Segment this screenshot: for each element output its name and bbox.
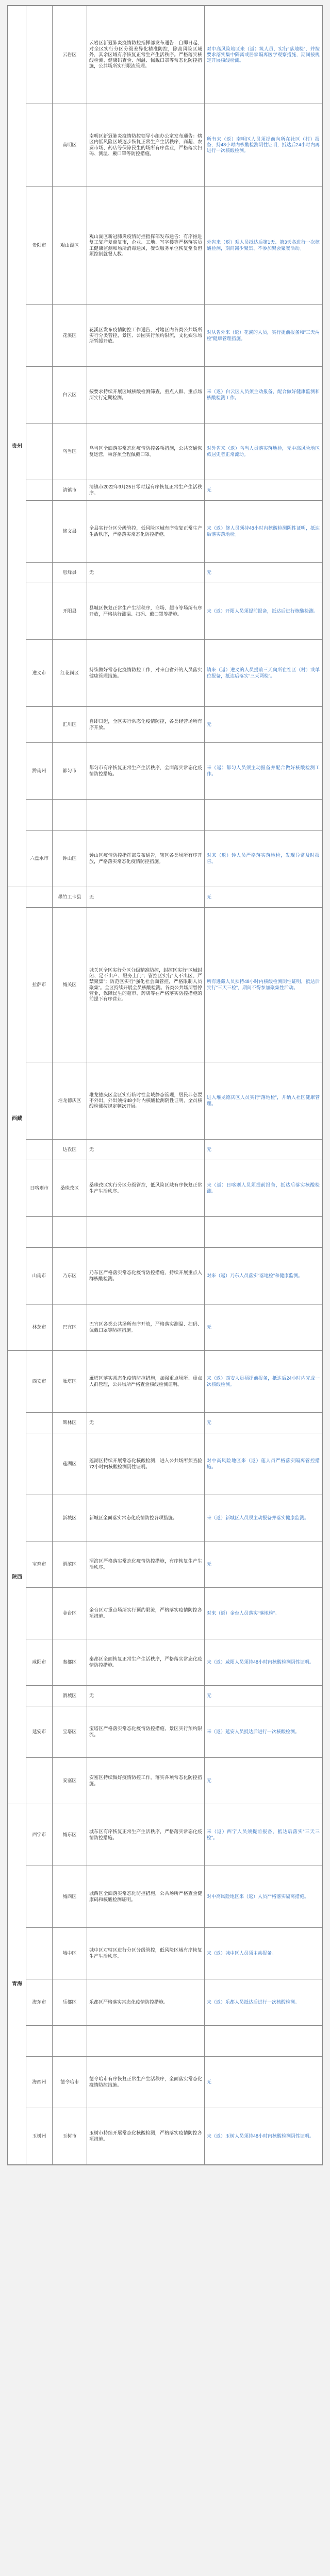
measures-cell: 乐都区严格落实常态化疫情防控措施。 <box>87 1979 205 2026</box>
measures-cell: 无 <box>87 563 205 583</box>
incoming-policy-cell: 无 <box>205 563 322 583</box>
incoming-policy-cell: 对外省来（返）乌当人员落实落地检，无中高风险地区旅居史者正常流动。 <box>205 423 322 480</box>
policy-row <box>8 1304 322 1351</box>
measures-cell: 无 <box>87 1140 205 1160</box>
city-cell <box>26 1217 53 1248</box>
district-cell: 南明区 <box>53 104 87 187</box>
policy-row <box>8 1979 322 2026</box>
city-cell <box>26 1140 53 1160</box>
incoming-policy-cell: 无 <box>205 480 322 501</box>
measures-cell: 堆龙德庆区全区实行临时性全域静态管理，居民非必要不外出，外出须持48小时内核酸检测阴性证明，全员核酸检测按规定频次开展。 <box>87 1062 205 1140</box>
incoming-policy-cell: 来（返）乐都人员抵达后进行一次核酸检测。 <box>205 1979 322 2026</box>
incoming-policy-cell: 来（返）日喀则人员须提前报备，抵达后落实核酸检测。 <box>205 1160 322 1217</box>
policy-row <box>8 908 322 1062</box>
district-cell: 花溪区 <box>53 305 87 367</box>
incoming-policy-cell: 外省来（返）观人员抵达后第1天、第3天各进行一次核酸检测，期间减少聚集、不参加聚会聚餐活动。 <box>205 187 322 305</box>
city-cell <box>26 1866 53 1928</box>
policy-table-page <box>7 5 323 2165</box>
district-cell: 金台区 <box>53 1588 87 1639</box>
district-cell: 宝塔区 <box>53 1706 87 1758</box>
city-cell <box>26 1495 53 1541</box>
district-cell: 秦都区 <box>53 1639 87 1686</box>
district-cell: 息烽县 <box>53 563 87 583</box>
policy-row <box>8 2026 322 2057</box>
policy-row <box>8 1541 322 1588</box>
measures-cell: 雁塔区落实常态化疫情防控措施，加强重点场所、重点人群管理，公共场所严格查验核酸检测证明。 <box>87 1351 205 1413</box>
city-cell <box>26 367 53 423</box>
district-cell: 城关区 <box>53 908 87 1062</box>
incoming-policy-cell: 来（返）玉树人员须持48小时内核酸检测阴性证明。 <box>205 2108 322 2165</box>
incoming-policy-cell: 无 <box>205 2057 322 2108</box>
incoming-policy-cell <box>205 1217 322 1248</box>
policy-row <box>8 1351 322 1413</box>
district-cell: 堆龙德庆区 <box>53 1062 87 1140</box>
measures-cell: 按要求持续开展区域核酸检测筛查，重点人群、重点场所实行定期检测。 <box>87 367 205 423</box>
district-cell: 汇川区 <box>53 707 87 743</box>
policy-row <box>8 1413 322 1433</box>
district-cell: 玉树市 <box>53 2108 87 2165</box>
city-cell: 拉萨市 <box>26 908 53 1062</box>
measures-cell: 莲湖区持续开展常态化核酸检测，进入公共场所须查验72小时内核酸检测阴性证明。 <box>87 1433 205 1495</box>
district-cell <box>53 1217 87 1248</box>
policy-row <box>8 1686 322 1706</box>
incoming-policy-cell: 来（返）白云区人员须主动报备，配合做好健康监测和核酸检测工作。 <box>205 367 322 423</box>
city-cell <box>26 501 53 563</box>
district-cell: 碑林区 <box>53 1413 87 1433</box>
district-cell: 莲湖区 <box>53 1433 87 1495</box>
city-cell: 日喀则市 <box>26 1160 53 1217</box>
district-cell: 桑珠孜区 <box>53 1160 87 1217</box>
measures-cell: 花溪区发布疫情防控工作通告，对辖区内各类公共场所实行分类管控，景区、公园实行预约限流，文化娱乐场所暂缓开放。 <box>87 305 205 367</box>
incoming-policy-cell: 无 <box>205 1758 322 1804</box>
city-cell <box>26 887 53 908</box>
incoming-policy-cell: 无 <box>205 1413 322 1433</box>
policy-row <box>8 1758 322 1804</box>
district-cell: 钟山区 <box>53 831 87 887</box>
measures-cell: 新城区全面落实常态化疫情防控各项措施。 <box>87 1495 205 1541</box>
city-cell: 玉树州 <box>26 2108 53 2165</box>
measures-cell: 宝塔区严格落实常态化疫情防控措施，景区实行预约限流。 <box>87 1706 205 1758</box>
policy-row <box>8 367 322 423</box>
district-cell: 白云区 <box>53 367 87 423</box>
district-cell: 渭滨区 <box>53 1541 87 1588</box>
district-cell: 乌当区 <box>53 423 87 480</box>
policy-row <box>8 887 322 908</box>
city-cell <box>26 1758 53 1804</box>
city-cell <box>26 1928 53 1979</box>
district-cell: 乃东区 <box>53 1248 87 1304</box>
policy-row <box>8 187 322 305</box>
incoming-policy-cell <box>205 800 322 831</box>
measures-cell: 南明区新冠肺炎疫情防控领导小组办公室发布通告：辖区内低风险区域逐步恢复正常生产生活秩序，商超、农贸市场、药店等保障民生的场所有序营业，严格落实扫码、测温、戴口罩等防控措施。 <box>87 104 205 187</box>
incoming-policy-cell: 来（返）延安人员抵达后进行一次核酸检测。 <box>205 1706 322 1758</box>
measures-cell <box>87 800 205 831</box>
city-cell: 六盘水市 <box>26 831 53 887</box>
policy-row <box>8 1062 322 1140</box>
district-cell: 城西区 <box>53 1866 87 1928</box>
city-cell: 海东市 <box>26 1979 53 2026</box>
incoming-policy-cell: 对中高风险地区来（返）人员严格落实隔离措施。 <box>205 1866 322 1928</box>
district-cell: 红花岗区 <box>53 640 87 707</box>
city-cell: 西宁市 <box>26 1804 53 1866</box>
district-cell: 修文县 <box>53 501 87 563</box>
policy-row <box>8 800 322 831</box>
incoming-policy-cell: 无 <box>205 707 322 743</box>
measures-cell: 县城区恢复正常生产生活秩序，商场、超市等场所有序开放，严格执行测温、扫码、戴口罩等措施。 <box>87 583 205 640</box>
district-cell: 达孜区 <box>53 1140 87 1160</box>
policy-row <box>8 707 322 743</box>
policy-row <box>8 1866 322 1928</box>
measures-cell: 城关区全区实行分区分级精准防控，封控区实行“区域封闭、足不出户、服务上门”；管控区实行“人不出区、严禁聚集”；防范区实行“强化社会面管控，严格限制人员聚集”。全区持续开展全员核酸检测。各类公共场所暂停营业，保障民生的超市、药店等在严格落实防控措施的前提下有序营业。 <box>87 908 205 1062</box>
city-cell <box>26 104 53 187</box>
incoming-policy-cell: 所有进藏人员须持48小时内核酸检测阴性证明，抵达后实行“三天三检”，期间不得参加聚集性活动。 <box>205 908 322 1062</box>
city-cell <box>26 480 53 501</box>
city-cell: 西安市 <box>26 1351 53 1413</box>
city-cell <box>26 800 53 831</box>
city-cell <box>26 1062 53 1140</box>
measures-cell: 渭滨区严格落实常态化疫情防控措施，有序恢复生产生活秩序。 <box>87 1541 205 1588</box>
policy-row <box>8 1639 322 1686</box>
policy-row <box>8 831 322 887</box>
policy-row <box>8 640 322 707</box>
incoming-policy-cell: 来（返）开阳人员须提前报备，抵达后进行核酸检测。 <box>205 583 322 640</box>
measures-cell: 桑珠孜区实行分区分级管控，低风险区域有序恢复正常生产生活秩序。 <box>87 1160 205 1217</box>
incoming-policy-cell <box>205 2026 322 2057</box>
incoming-policy-cell: 无 <box>205 1541 322 1588</box>
incoming-policy-cell: 无 <box>205 887 322 908</box>
measures-cell: 城西区全面落实常态化防控措施，公共场所严格查验健康码和核酸检测证明。 <box>87 1866 205 1928</box>
incoming-policy-cell: 对中高风险地区来（返）莲人员严格落实隔离管控措施。 <box>205 1433 322 1495</box>
measures-cell: 金台区对重点场所实行预约限流，严格落实疫情防控各项措施。 <box>87 1588 205 1639</box>
city-cell: 遵义市 <box>26 640 53 707</box>
province-cell: 陕西 <box>8 1351 26 1804</box>
city-cell <box>26 2026 53 2057</box>
measures-cell: 乃东区严格落实常态化疫情防控措施，持续开展重点人群核酸检测。 <box>87 1248 205 1304</box>
measures-cell: 安塞区持续做好疫情防控工作，落实各项常态化防控措施。 <box>87 1758 205 1804</box>
policy-row <box>8 6 322 104</box>
incoming-policy-cell: 所有来（返）南明区人员须提前向所在社区（村）报备，持48小时内核酸检测阴性证明，抵达后24小时内再进行一次核酸检测。 <box>205 104 322 187</box>
district-cell: 新城区 <box>53 1495 87 1541</box>
incoming-policy-cell: 无 <box>205 1304 322 1351</box>
province-cell: 西藏 <box>8 887 26 1351</box>
policy-row <box>8 1928 322 1979</box>
district-cell <box>53 2026 87 2057</box>
policy-row <box>8 743 322 800</box>
district-cell: 墨竹工卡县 <box>53 887 87 908</box>
policy-row <box>8 563 322 583</box>
incoming-policy-cell: 对来（返）乃东人员落实“落地检”和健康监测。 <box>205 1248 322 1304</box>
incoming-policy-cell: 来（返）新城区人员须主动报备并落实健康监测。 <box>205 1495 322 1541</box>
province-cell: 青海 <box>8 1804 26 2165</box>
district-cell: 安塞区 <box>53 1758 87 1804</box>
policy-row <box>8 1588 322 1639</box>
city-cell <box>26 1588 53 1639</box>
measures-cell: 无 <box>87 1413 205 1433</box>
district-cell: 乐都区 <box>53 1979 87 2026</box>
city-cell <box>26 1413 53 1433</box>
measures-cell: 持续做好常态化疫情防控工作，对来自省外的人员落实健康管理措施。 <box>87 640 205 707</box>
city-cell <box>26 583 53 640</box>
policy-row <box>8 2057 322 2108</box>
measures-cell: 乌当区全面落实常态化疫情防控各项措施，公共交通恢复运营，乘客须全程佩戴口罩。 <box>87 423 205 480</box>
measures-cell: 自即日起，全区实行常态化疫情防控，各类经营场所有序开放。 <box>87 707 205 743</box>
city-cell <box>26 1433 53 1495</box>
measures-cell: 清镇市2022年9月25日零时起有序恢复正常生产生活秩序。 <box>87 480 205 501</box>
city-cell <box>26 6 53 104</box>
measures-cell: 无 <box>87 887 205 908</box>
district-cell: 云岩区 <box>53 6 87 104</box>
city-cell: 黔南州 <box>26 743 53 800</box>
policy-row <box>8 480 322 501</box>
policy-row <box>8 2108 322 2165</box>
measures-cell: 城东区有序恢复正常生产生活秩序，严格落实常态化疫情防控措施。 <box>87 1804 205 1866</box>
incoming-policy-cell: 来（返）修人员须持48小时内核酸检测阴性证明，抵达后落实落地检。 <box>205 501 322 563</box>
measures-cell: 观山湖区新冠肺炎疫情防控指挥部发布通告：有序推进复工复产复商复市，企业、工地、写字楼等严格落实员工健康监测和场所消毒通风，餐饮服务单位恢复堂食但须控制就餐人数。 <box>87 187 205 305</box>
district-cell: 都匀市 <box>53 743 87 800</box>
district-cell: 城中区 <box>53 1928 87 1979</box>
policy-row <box>8 1706 322 1758</box>
incoming-policy-cell: 对来（返）钟人员严格落实落地检，发现异常及时报告。 <box>205 831 322 887</box>
city-cell: 延安市 <box>26 1706 53 1758</box>
measures-cell <box>87 2026 205 2057</box>
policy-row <box>8 501 322 563</box>
city-cell: 咸阳市 <box>26 1639 53 1686</box>
incoming-policy-cell: 来（返）城中区人员须主动报备。 <box>205 1928 322 1979</box>
city-cell <box>26 1686 53 1706</box>
district-cell: 城东区 <box>53 1804 87 1866</box>
district-cell: 雁塔区 <box>53 1351 87 1413</box>
policy-row <box>8 1495 322 1541</box>
city-cell <box>26 563 53 583</box>
measures-cell: 秦都区全面恢复正常生产生活秩序，严格落实常态化疫情防控措施。 <box>87 1639 205 1686</box>
province-cell: 贵州 <box>8 6 26 887</box>
city-cell: 林芝市 <box>26 1304 53 1351</box>
measures-cell: 都匀市有序恢复正常生产生活秩序，全面落实常态化疫情防控措施。 <box>87 743 205 800</box>
district-cell: 观山湖区 <box>53 187 87 305</box>
incoming-policy-cell: 无 <box>205 1686 322 1706</box>
incoming-policy-cell: 无 <box>205 1140 322 1160</box>
city-cell <box>26 305 53 367</box>
policy-row <box>8 104 322 187</box>
district-cell: 开阳县 <box>53 583 87 640</box>
city-cell <box>26 707 53 743</box>
incoming-policy-cell: 进入堆龙德庆区人员实行“落地检”，并纳入社区健康管理。 <box>205 1062 322 1140</box>
district-cell: 德令哈市 <box>53 2057 87 2108</box>
policy-row <box>8 1804 322 1866</box>
policy-row <box>8 305 322 367</box>
district-cell: 清镇市 <box>53 480 87 501</box>
incoming-policy-cell: 来（返）西宁人员须提前报备，抵达后落实“三天三检”。 <box>205 1804 322 1866</box>
city-cell: 山南市 <box>26 1248 53 1304</box>
district-cell: 渭城区 <box>53 1686 87 1706</box>
policy-row <box>8 1433 322 1495</box>
incoming-policy-cell: 对来（返）金台人员落实“落地检”。 <box>205 1588 322 1639</box>
policy-row <box>8 1248 322 1304</box>
measures-cell: 全县实行分区分级管控，低风险区域有序恢复正常生产生活秩序，严格落实常态化防控措施。 <box>87 501 205 563</box>
incoming-policy-cell: 请来（返）遵义的人员提前三天向所在社区（村）或单位报备，抵达后落实“三天两检”。 <box>205 640 322 707</box>
policy-row <box>8 423 322 480</box>
measures-cell: 无 <box>87 1686 205 1706</box>
incoming-policy-cell: 对中高风险地区来（返）筑人员，实行“落地检”，并按要求落实集中隔离或居家隔离医学观察措施，期间按规定开展核酸检测。 <box>205 6 322 104</box>
measures-cell: 钟山区疫情防控指挥部发布通告，辖区各类场所有序开放，严格落实常态化疫情防控措施。 <box>87 831 205 887</box>
city-cell: 宝鸡市 <box>26 1541 53 1588</box>
city-cell <box>26 423 53 480</box>
policy-row <box>8 583 322 640</box>
policy-row <box>8 1160 322 1217</box>
policy-row <box>8 1217 322 1248</box>
city-cell: 海西州 <box>26 2057 53 2108</box>
measures-cell: 德令哈市有序恢复正常生产生活秩序，全面落实常态化疫情防控措施。 <box>87 2057 205 2108</box>
incoming-policy-cell: 对从省外来（返）花溪的人员，实行提前报备和“三天两检”健康管理措施。 <box>205 305 322 367</box>
measures-cell: 玉树市持续开展常态化核酸检测，严格落实疫情防控各项措施。 <box>87 2108 205 2165</box>
city-cell: 贵阳市 <box>26 187 53 305</box>
incoming-policy-cell: 来（返）咸阳人员须持48小时内核酸检测阴性证明。 <box>205 1639 322 1686</box>
district-cell <box>53 800 87 831</box>
policy-row <box>8 1140 322 1160</box>
policy-table <box>8 6 322 2165</box>
measures-cell: 巴宜区各类公共场所有序开放，严格落实测温、扫码、佩戴口罩等防控措施。 <box>87 1304 205 1351</box>
measures-cell: 云岩区新冠肺炎疫情防控指挥部发布通告：自即日起，对全区实行分区分级差异化精准防控，除高风险区域外，其余区域有序恢复正常生产生活秩序。严格落实核酸检测、健康码查验、测温、佩戴口罩等常态化防控措施，公共场所实行限流管理。 <box>87 6 205 104</box>
district-cell: 巴宜区 <box>53 1304 87 1351</box>
measures-cell: 城中区对辖区进行分区分级管控，低风险区域有序恢复生产生活秩序。 <box>87 1928 205 1979</box>
measures-cell <box>87 1217 205 1248</box>
incoming-policy-cell: 来（返）都匀人员须主动报备并配合做好核酸检测工作。 <box>205 743 322 800</box>
incoming-policy-cell: 来（返）西安人员须提前报备，抵达后24小时内完成一次核酸检测。 <box>205 1351 322 1413</box>
